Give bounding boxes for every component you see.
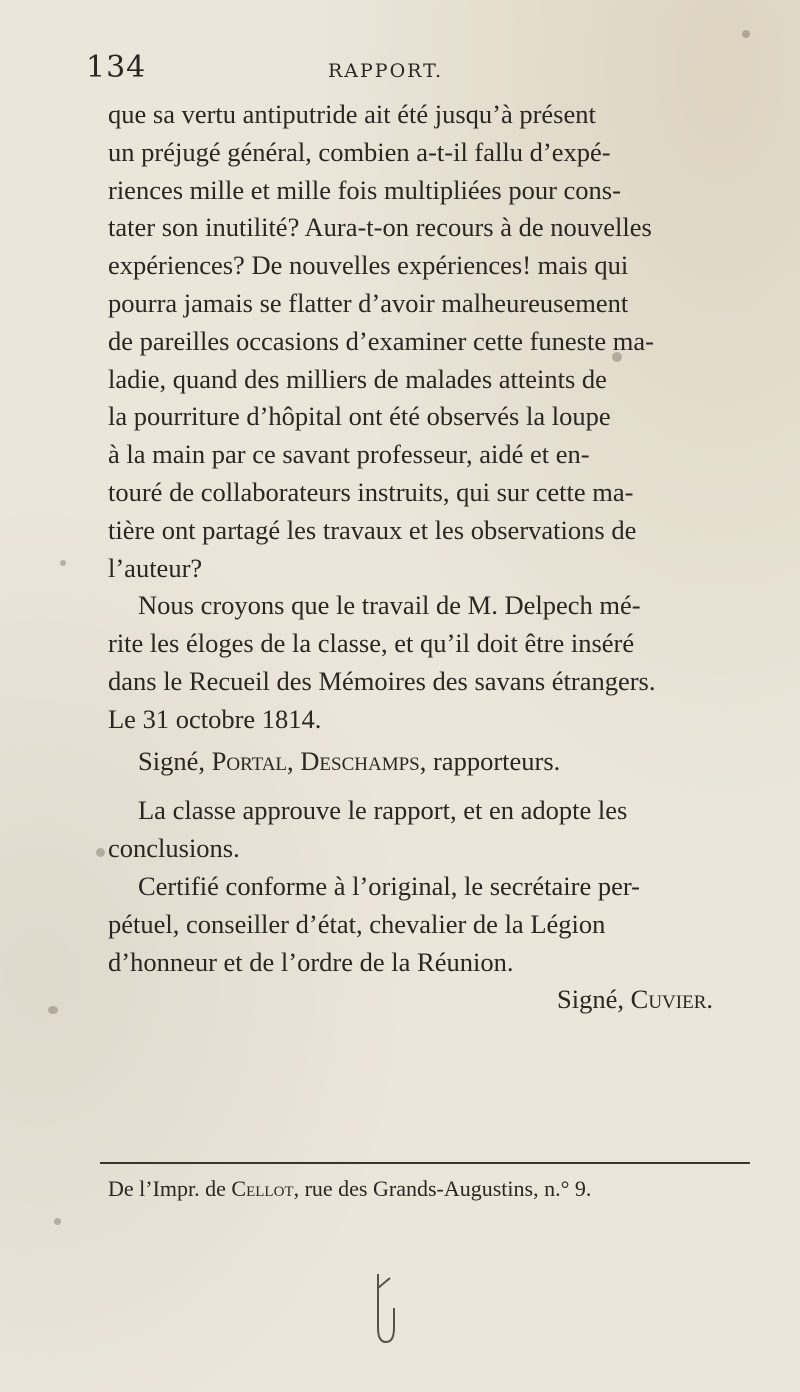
text-line: que sa vertu antiputride ait été jusqu’à présent [108, 99, 596, 129]
text-line: conclusions. [108, 833, 240, 864]
library-stamp-icon [360, 1268, 410, 1348]
date-line: Le 31 octobre 1814. [108, 703, 322, 734]
signature-suffix: , rapporteurs. [419, 745, 561, 776]
paragraph-1 [108, 96, 753, 587]
text-line: la pourriture d’hôpital ont été observés la loupe [108, 401, 611, 432]
paper-speck [60, 560, 66, 566]
secretary-name: Cuvier. [630, 984, 713, 1015]
spacer [108, 780, 753, 792]
paper-speck [742, 30, 750, 38]
text-line: La classe approuve le rapport, et en adopte les [138, 795, 628, 826]
text-line: de pareilles occasions d’examiner cette funeste ma- [108, 325, 654, 356]
printer-imprint [108, 1176, 591, 1202]
text-line: l’auteur? [108, 552, 203, 583]
divider-rule [100, 1162, 750, 1164]
paragraph-3 [108, 792, 753, 868]
text-line: un préjugé général, combien a-t-il fallu d’expé- [108, 136, 611, 167]
imprint-prefix: De l’Impr. de [108, 1176, 232, 1201]
running-head [86, 50, 726, 90]
paragraph-2 [108, 587, 753, 738]
text-line: Certifié conforme à l’original, le secrétaire per- [138, 870, 640, 901]
body-text [108, 96, 753, 1019]
text-line: tater son inutilité? Aura-t-on recours à de nouvelles [108, 212, 652, 243]
text-line: à la main par ce savant professeur, aidé et en- [108, 439, 590, 470]
text-line: pourra jamais se flatter d’avoir malheureusement [108, 287, 629, 318]
text-line: touré de collaborateurs instruits, qui sur cette ma- [108, 476, 634, 507]
text-line: rite les éloges de la classe, et qu’il doit être inséré [108, 628, 635, 659]
text-line: riences mille et mille fois multipliées pour cons- [108, 174, 621, 205]
text-line: dans le Recueil des Mémoires des savans étrangers. [108, 665, 656, 696]
paper-speck [54, 1218, 61, 1225]
secretary-signature [108, 981, 753, 1019]
signature-prefix: Signé, [138, 745, 212, 776]
text-line: d’honneur et de l’ordre de la Réunion. [108, 946, 514, 977]
running-title: RAPPORT. [328, 60, 444, 82]
text-line: pétuel, conseiller d’état, chevalier de la Légion [108, 908, 606, 939]
paragraph-4 [108, 868, 753, 981]
text-line: Nous croyons que le travail de M. Delpech mé- [138, 590, 641, 621]
page-number: 134 [86, 50, 147, 85]
rapporteur-names: Portal, Deschamps [211, 745, 420, 776]
paper-speck [48, 1006, 58, 1014]
text-line: expériences? De nouvelles expériences! mais qui [108, 250, 629, 281]
text-line: tière ont partagé les travaux et les observations de [108, 514, 637, 545]
text-line: ladie, quand des milliers de malades atteints de [108, 363, 607, 394]
rapporteurs-signature [108, 743, 753, 781]
signature-prefix: Signé, [557, 984, 631, 1015]
paper-speck [96, 848, 105, 857]
imprint-suffix: , rue des Grands-Augustins, n.° 9. [293, 1176, 592, 1201]
printer-name: Cellot [231, 1176, 294, 1201]
